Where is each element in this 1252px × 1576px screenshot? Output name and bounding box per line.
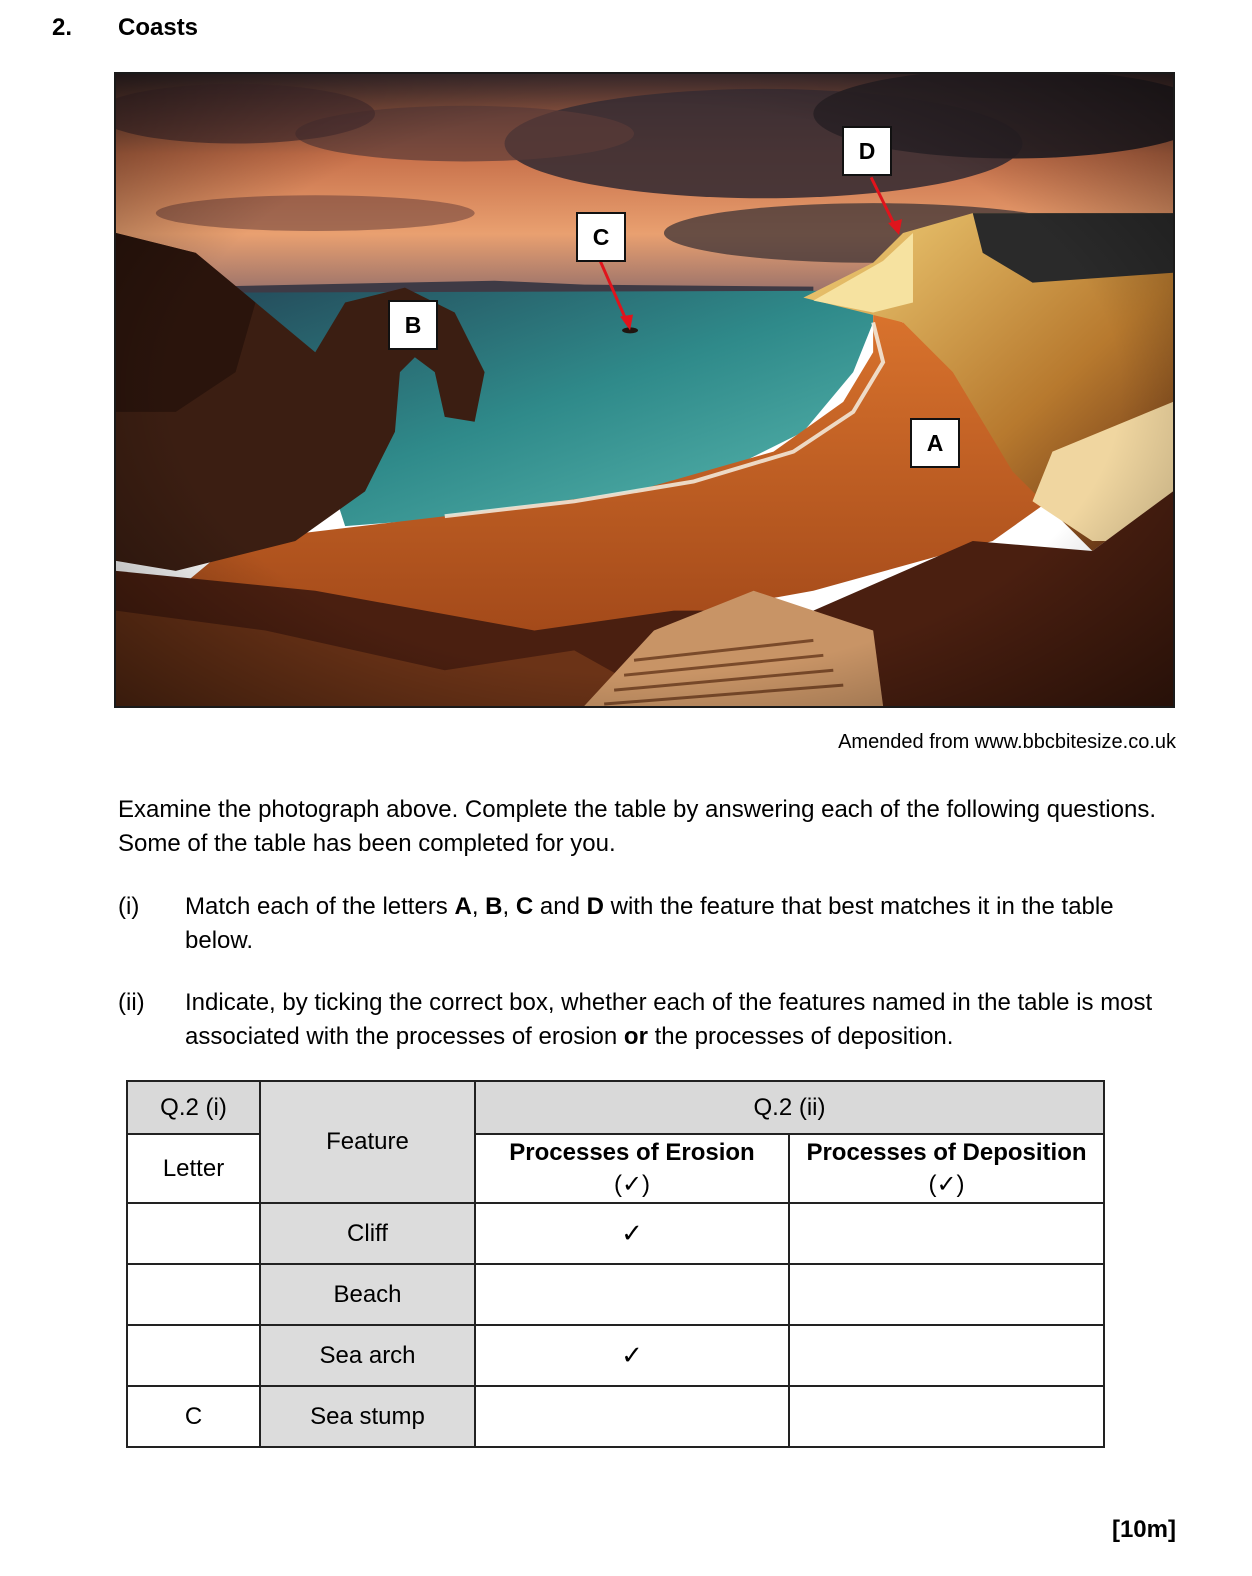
letter-cell[interactable]: [127, 1325, 260, 1386]
label-c: C: [576, 212, 626, 262]
letter-c: C: [515, 893, 534, 920]
deposition-header: [789, 1134, 1104, 1203]
part-i-text: [185, 890, 1160, 958]
letter-d: D: [586, 893, 604, 920]
coast-photograph: [114, 72, 1175, 708]
answer-table: [126, 1080, 1105, 1448]
part-i-number: (i): [118, 893, 140, 920]
photo-credit: Amended from www.bbcbitesize.co.uk: [838, 731, 1176, 753]
q-i-header: Q.2 (i): [127, 1081, 260, 1134]
label-b: B: [388, 300, 438, 350]
part-ii-text: [185, 986, 1175, 1054]
letter-b: B: [485, 893, 503, 920]
part-i-pre: Match each of the letters: [185, 893, 455, 920]
coast-photo-illustration: [116, 74, 1173, 706]
part-ii-number: (ii): [118, 989, 145, 1016]
erosion-header-label: Processes of Erosion: [509, 1138, 755, 1166]
letter-cell[interactable]: C: [127, 1386, 260, 1447]
part-i-post: with the feature that best matches it in the table below.: [185, 893, 1114, 954]
table-row: [127, 1203, 1104, 1264]
table-row: [127, 1325, 1104, 1386]
q-ii-header: Q.2 (ii): [475, 1081, 1104, 1134]
or-word: or: [623, 1023, 648, 1050]
erosion-cell[interactable]: [475, 1264, 789, 1325]
feature-cell: Sea stump: [260, 1386, 475, 1447]
sep-1: ,: [471, 893, 486, 920]
letter-a: A: [454, 893, 472, 920]
erosion-cell[interactable]: ✓: [475, 1203, 789, 1264]
question-number: 2.: [52, 14, 73, 41]
deposition-cell[interactable]: [789, 1264, 1104, 1325]
erosion-tick-hint: (✓): [613, 1170, 651, 1198]
part-ii-post: the processes of deposition.: [647, 1023, 954, 1050]
table-row: [127, 1386, 1104, 1447]
feature-cell: Cliff: [260, 1203, 475, 1264]
label-d: D: [842, 126, 892, 176]
label-a: A: [910, 418, 960, 468]
letter-cell[interactable]: [127, 1203, 260, 1264]
intro-paragraph: Examine the photograph above. Complete the table by answering each of the following questions. Some of the table has been completed for you.: [118, 796, 1156, 857]
deposition-cell[interactable]: [789, 1386, 1104, 1447]
deposition-tick-hint: (✓): [928, 1170, 965, 1198]
deposition-cell[interactable]: [789, 1203, 1104, 1264]
deposition-header-label: Processes of Deposition: [806, 1138, 1087, 1166]
marks-total: [10m]: [1111, 1516, 1176, 1543]
table-row: [127, 1264, 1104, 1325]
question-title: Coasts: [118, 14, 199, 41]
erosion-header: [475, 1134, 789, 1203]
erosion-cell[interactable]: ✓: [475, 1325, 789, 1386]
sep-2: ,: [502, 893, 516, 920]
part-ii-pre: Indicate, by ticking the correct box, whether each of the features named in the table is most associated with the processes of erosion: [185, 989, 1153, 1050]
letter-cell[interactable]: [127, 1264, 260, 1325]
erosion-cell[interactable]: [475, 1386, 789, 1447]
feature-cell: Sea arch: [260, 1325, 475, 1386]
feature-cell: Beach: [260, 1264, 475, 1325]
feature-header: Feature: [260, 1081, 475, 1203]
deposition-cell[interactable]: [789, 1325, 1104, 1386]
and-word: and: [533, 893, 587, 920]
letter-header: Letter: [127, 1134, 260, 1203]
